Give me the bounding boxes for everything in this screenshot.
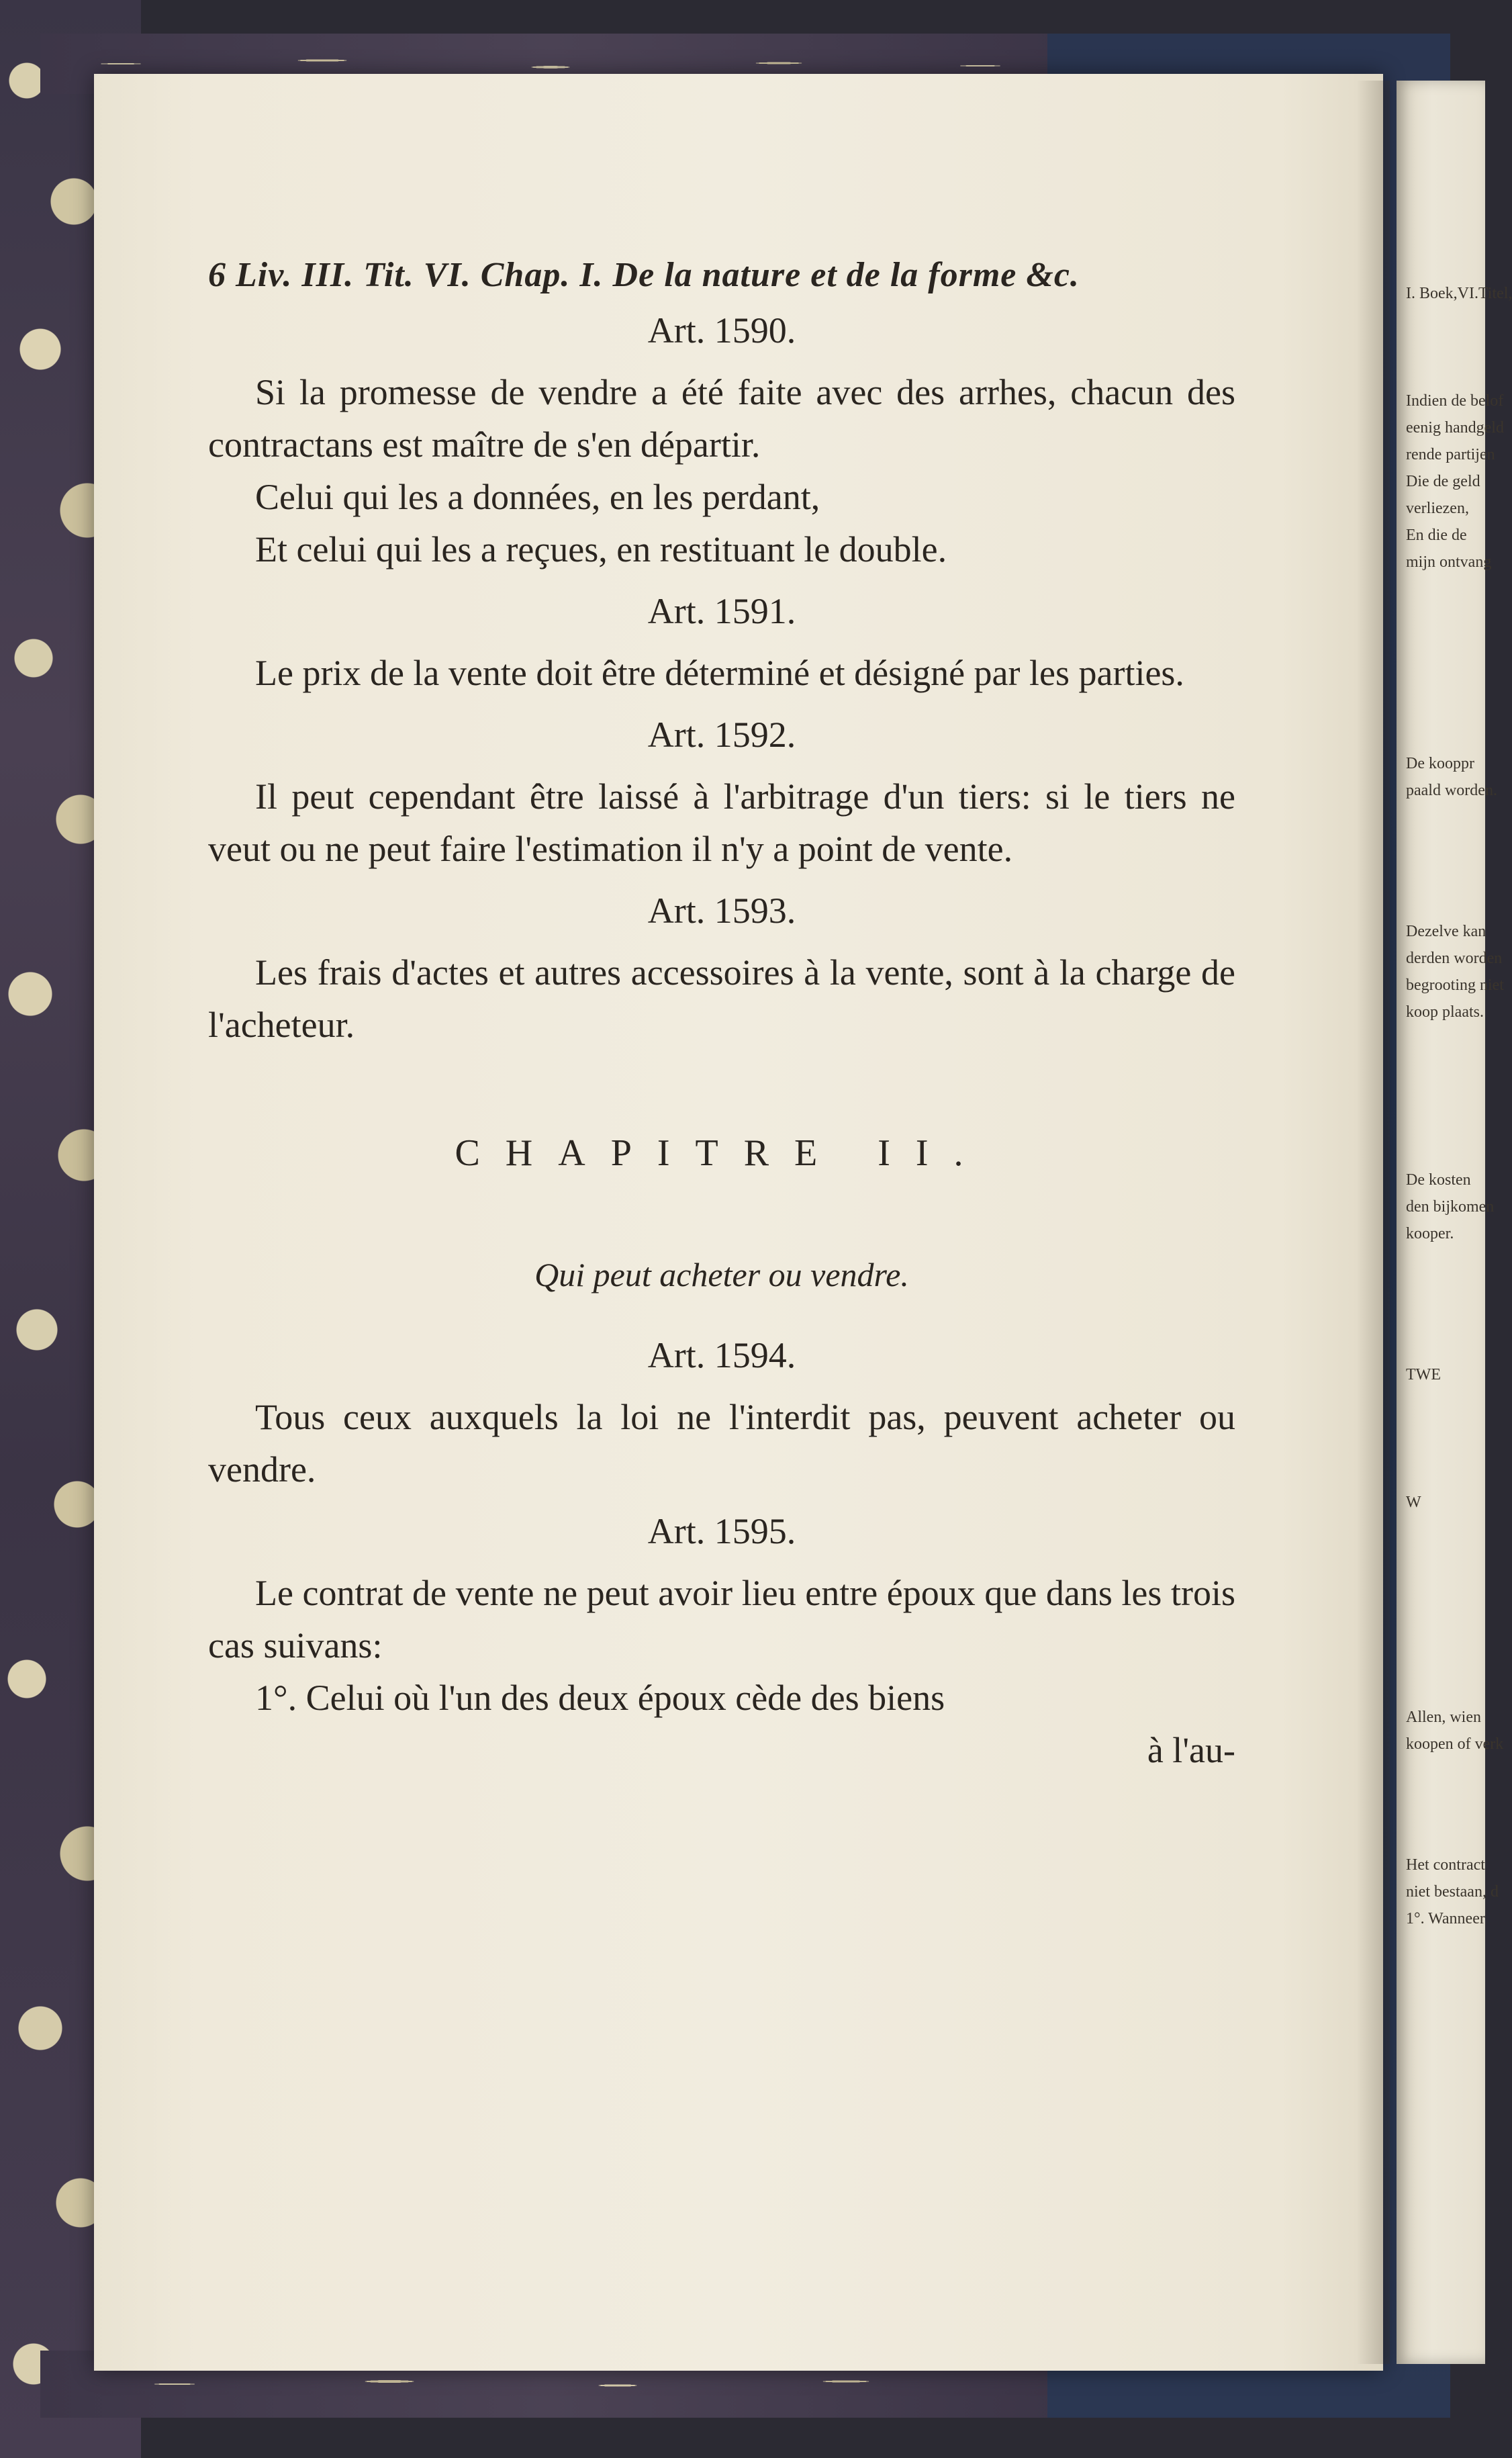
facing-margin-note: mijn ontvang bbox=[1406, 553, 1492, 571]
chapter-subtitle: Qui peut acheter ou vendre. bbox=[534, 1256, 909, 1293]
facing-margin-note: Het contract bbox=[1406, 1856, 1485, 1874]
facing-margin-note: De kosten bbox=[1406, 1171, 1471, 1189]
facing-margin-note: 1°. Wanneer bbox=[1406, 1910, 1485, 1927]
facing-margin-note: Indien de belof bbox=[1406, 392, 1504, 410]
facing-margin-note: De kooppr bbox=[1406, 755, 1474, 772]
catchword: à l'au- bbox=[1147, 1730, 1235, 1770]
running-head: 6 Liv. III. Tit. VI. Chap. I. De la nature et de la forme &c. bbox=[208, 256, 1080, 294]
facing-margin-note: verliezen, bbox=[1406, 500, 1469, 517]
facing-margin-note: rende partijen bbox=[1406, 446, 1495, 463]
article-paragraph: Si la promesse de vendre a été faite avec des arrhes, chacun des contractans est maître de s'en départir. bbox=[208, 372, 1235, 465]
article-heading: Art. 1590. bbox=[647, 310, 796, 351]
facing-margin-note: I. Boek,VI.Titel, bbox=[1406, 285, 1512, 302]
facing-margin-note: begrooting niet bbox=[1406, 976, 1504, 994]
article-1591 bbox=[208, 590, 1235, 699]
chapter-title: CHAPITRE II. bbox=[455, 1132, 989, 1174]
article-paragraph: Les frais d'actes et autres accessoires à la vente, sont à la charge de l'acheteur. bbox=[208, 952, 1235, 1045]
facing-margin-note: derden worden bbox=[1406, 950, 1503, 967]
article-heading: Art. 1595. bbox=[647, 1511, 796, 1551]
article-heading: Art. 1593. bbox=[647, 891, 796, 931]
facing-margin-note: niet bestaan, d bbox=[1406, 1883, 1499, 1901]
article-line: 1°. Celui où l'un des deux époux cède des biens bbox=[255, 1678, 945, 1718]
facing-margin-note: koop plaats. bbox=[1406, 1003, 1484, 1021]
facing-margin-note: En die de bbox=[1406, 527, 1467, 544]
page-content bbox=[208, 255, 1235, 1776]
facing-margin-note: koopen of verk bbox=[1406, 1735, 1504, 1753]
article-heading: Art. 1592. bbox=[647, 715, 796, 755]
facing-margin-note: eenig handgeld bbox=[1406, 419, 1504, 437]
article-heading: Art. 1594. bbox=[647, 1335, 796, 1375]
article-1595 bbox=[208, 1510, 1235, 1776]
article-1590 bbox=[208, 310, 1235, 576]
article-1592 bbox=[208, 714, 1235, 875]
facing-page bbox=[1397, 81, 1512, 2364]
facing-margin-note: Dezelve kan bbox=[1406, 923, 1486, 940]
article-1593 bbox=[208, 890, 1235, 1051]
facing-margin-note: kooper. bbox=[1406, 1225, 1454, 1242]
facing-margin-note: den bijkomen bbox=[1406, 1198, 1495, 1216]
article-paragraph: Le contrat de vente ne peut avoir lieu entre époux que dans les trois cas suivans: bbox=[208, 1573, 1235, 1666]
facing-margin-note: Die de geld bbox=[1406, 473, 1480, 490]
article-heading: Art. 1591. bbox=[647, 591, 796, 631]
facing-margin-note: TWE bbox=[1406, 1366, 1441, 1383]
article-paragraph: Il peut cependant être laissé à l'arbitrage d'un tiers: si le tiers ne veut ou ne peut faire l'estimation il n'y a point de vente. bbox=[208, 776, 1235, 869]
facing-margin-note: paald worden. bbox=[1406, 782, 1497, 799]
article-paragraph: Tous ceux auxquels la loi ne l'interdit pas, peuvent acheter ou vendre. bbox=[208, 1397, 1235, 1490]
facing-margin-note: Allen, wien bbox=[1406, 1709, 1481, 1726]
page-gutter-shadow bbox=[1356, 81, 1390, 2364]
article-line: Celui qui les a données, en les perdant, bbox=[255, 477, 820, 517]
article-line: Et celui qui les a reçues, en restituant le double. bbox=[255, 529, 947, 570]
article-paragraph: Le prix de la vente doit être déterminé et désigné par les parties. bbox=[255, 653, 1184, 693]
article-1594 bbox=[208, 1334, 1235, 1496]
facing-margin-note: W bbox=[1406, 1494, 1421, 1511]
